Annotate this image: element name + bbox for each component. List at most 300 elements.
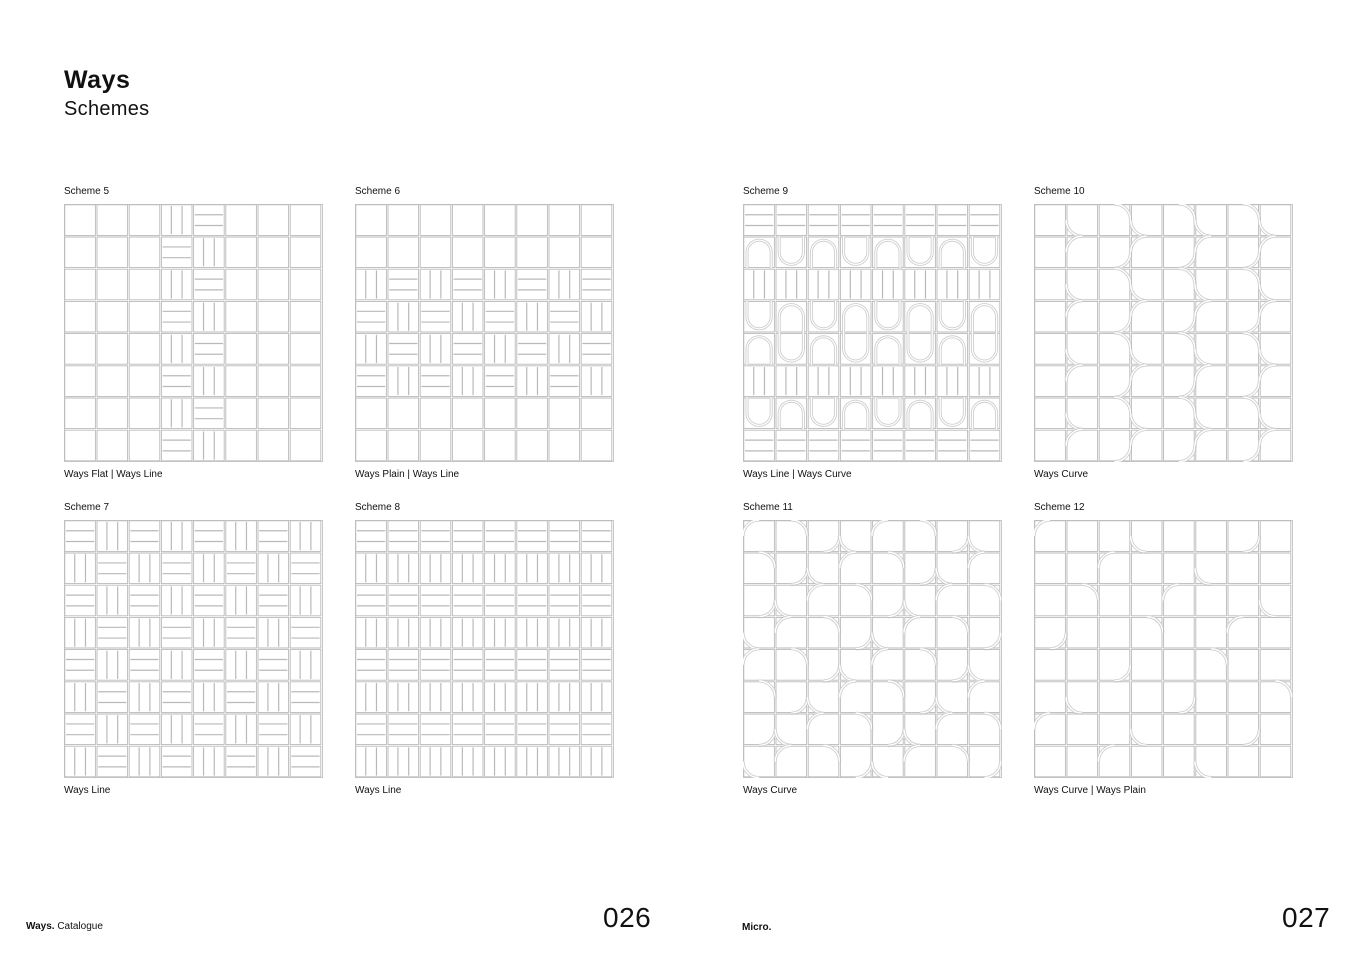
tile-curve-inner: [747, 240, 771, 268]
tile-cell: [258, 366, 289, 397]
tile-cell: [258, 521, 289, 552]
tile-curve-inner: [743, 520, 759, 536]
tile-cell: [194, 398, 225, 429]
tile-curve-inner: [1066, 236, 1082, 252]
tile-cell: [1131, 553, 1162, 584]
tile-curve-inner: [1259, 236, 1275, 252]
tile-cell: [420, 301, 451, 332]
tile-curve-inner: [1211, 649, 1227, 665]
tile-curve-inner: [1195, 220, 1211, 236]
tile-curve-inner: [791, 568, 807, 584]
tile-cell: [1196, 714, 1227, 745]
tile-cell: [290, 682, 321, 713]
tile-cell: [549, 714, 580, 745]
tile-curve-inner: [888, 552, 904, 568]
tile-curve-inner: [908, 305, 932, 333]
tile-cell: [581, 205, 612, 236]
tile-cell: [226, 430, 257, 461]
tile-curve-inner: [985, 584, 1001, 600]
tile-cell: [258, 398, 289, 429]
tile-curve-inner: [1131, 236, 1147, 252]
tile-cell: [517, 714, 548, 745]
tile-curve-inner: [1179, 252, 1195, 268]
tile-cell: [388, 521, 419, 552]
tile-cell: [226, 237, 257, 268]
tile-cell: [388, 617, 419, 648]
tile-cell: [258, 650, 289, 681]
tile-cell: [1260, 617, 1291, 648]
tile-cell: [840, 205, 871, 236]
tile-cell: [1131, 585, 1162, 616]
tile-cell: [937, 366, 968, 397]
scheme-12-tile-pattern: [1034, 520, 1293, 778]
tile-cell: [129, 682, 160, 713]
tile-curve-inner: [791, 697, 807, 713]
tile-cell: [161, 205, 192, 236]
tile-cell: [226, 682, 257, 713]
tile-cell: [194, 617, 225, 648]
tile-curve-inner: [811, 397, 835, 425]
tile-curve-inner: [1066, 220, 1082, 236]
tile-curve-inner: [1115, 317, 1131, 333]
tile-cell: [129, 430, 160, 461]
tile-cell: [258, 301, 289, 332]
tile-cell: [1228, 682, 1259, 713]
tile-cell: [485, 521, 516, 552]
tile-cell: [97, 585, 128, 616]
tile-cell: [1067, 650, 1098, 681]
tile-curve-inner: [1259, 301, 1275, 317]
tile-cell: [1067, 746, 1098, 777]
tile-cell: [258, 585, 289, 616]
tile-cell: [420, 617, 451, 648]
tile-cell: [581, 650, 612, 681]
tile-cell: [485, 682, 516, 713]
tile-curve-inner: [1259, 429, 1275, 445]
tile-curve-inner: [844, 401, 868, 429]
footer-section: Catalogue: [57, 921, 103, 932]
tile-curve-inner: [747, 301, 771, 329]
tile-curve-inner: [1259, 285, 1275, 301]
tile-cell: [1196, 617, 1227, 648]
tile-cell: [549, 430, 580, 461]
tile-cell: [969, 269, 1000, 300]
tile-cell: [485, 301, 516, 332]
tile-curve-inner: [1243, 317, 1259, 333]
tile-cell: [388, 746, 419, 777]
tile-cell: [97, 269, 128, 300]
tile-cell: [517, 301, 548, 332]
tile-cell: [290, 585, 321, 616]
tile-cell: [581, 714, 612, 745]
tile-curve-inner: [844, 305, 868, 333]
tile-cell: [388, 334, 419, 365]
tile-cell: [581, 617, 612, 648]
tile-cell: [485, 585, 516, 616]
tile-cell: [517, 366, 548, 397]
tile-cell: [517, 237, 548, 268]
tile-cell: [744, 205, 775, 236]
tile-cell: [420, 334, 451, 365]
tile-curve-inner: [1115, 665, 1131, 681]
tile-cell: [420, 553, 451, 584]
tile-curve-inner: [1034, 713, 1050, 729]
tile-cell: [1035, 553, 1066, 584]
tile-cell: [356, 682, 387, 713]
tile-cell: [258, 430, 289, 461]
tile-curve-inner: [1243, 204, 1259, 220]
tile-cell: [388, 553, 419, 584]
tile-curve-inner: [908, 401, 932, 429]
tile-cell: [290, 334, 321, 365]
tile-cell: [65, 617, 96, 648]
tile-cell: [1260, 714, 1291, 745]
tile-cell: [97, 366, 128, 397]
tile-cell: [290, 237, 321, 268]
footer-brand-line: [26, 921, 103, 932]
tile-cell: [873, 269, 904, 300]
tile-cell: [194, 585, 225, 616]
tile-cell: [226, 205, 257, 236]
tile-cell: [517, 746, 548, 777]
tile-curve-inner: [904, 617, 920, 633]
tile-curve-inner: [1243, 252, 1259, 268]
tile-curve-inner: [876, 240, 900, 268]
tile-curve-inner: [1147, 617, 1163, 633]
tile-curve-inner: [888, 681, 904, 697]
tile-curve-inner: [1115, 252, 1131, 268]
tile-cell: [226, 714, 257, 745]
tile-curve-inner: [876, 337, 900, 365]
tile-cell: [97, 301, 128, 332]
tile-cell: [226, 334, 257, 365]
tile-cell: [1228, 650, 1259, 681]
scheme-label: Scheme 8: [355, 502, 401, 513]
tile-cell: [581, 553, 612, 584]
tile-cell: [356, 301, 387, 332]
tile-cell: [581, 366, 612, 397]
tile-curve-inner: [940, 337, 964, 365]
tile-cell: [226, 617, 257, 648]
tile-cell: [452, 398, 483, 429]
tile-curve-inner: [1066, 697, 1082, 713]
tile-cell: [744, 430, 775, 461]
scheme-caption: Ways Curve | Ways Plain: [1034, 785, 1146, 796]
tile-cell: [194, 430, 225, 461]
tile-cell: [388, 430, 419, 461]
tile-cell: [873, 366, 904, 397]
tile-cell: [1067, 521, 1098, 552]
tile-cell: [129, 714, 160, 745]
tile-cell: [517, 521, 548, 552]
tile-cell: [517, 553, 548, 584]
tile-cell: [356, 205, 387, 236]
tile-cell: [356, 746, 387, 777]
tile-curve-inner: [1131, 429, 1147, 445]
tile-cell: [840, 269, 871, 300]
tile-cell: [549, 585, 580, 616]
tile-cell: [744, 269, 775, 300]
tile-cell: [549, 366, 580, 397]
tile-curve-inner: [920, 568, 936, 584]
tile-curve-inner: [856, 713, 872, 729]
tile-cell: [226, 650, 257, 681]
tile-cell: [517, 269, 548, 300]
tile-curve-inner: [824, 617, 840, 633]
tile-cell: [290, 301, 321, 332]
tile-cell: [97, 682, 128, 713]
scheme-caption: Ways Plain | Ways Line: [355, 469, 460, 480]
tile-cell: [549, 553, 580, 584]
tile-cell: [97, 746, 128, 777]
tile-cell: [1164, 746, 1195, 777]
tile-cell: [226, 553, 257, 584]
tile-cell: [97, 205, 128, 236]
tile-cell: [290, 205, 321, 236]
tile-cell: [452, 682, 483, 713]
tile-cell: [485, 650, 516, 681]
tile-curve-inner: [1259, 349, 1275, 365]
tile-cell: [905, 430, 936, 461]
tile-cell: [258, 746, 289, 777]
tile-cell: [808, 269, 839, 300]
tile-curve-inner: [811, 240, 835, 268]
tile-curve-inner: [920, 649, 936, 665]
page-number-left: 026: [603, 902, 652, 933]
tile-cell: [905, 366, 936, 397]
tile-cell: [65, 237, 96, 268]
tile-cell: [194, 366, 225, 397]
tile-cell: [65, 746, 96, 777]
tile-cell: [1035, 237, 1066, 268]
tile-cell: [226, 366, 257, 397]
tile-cell: [388, 269, 419, 300]
tile-curve-inner: [856, 762, 872, 778]
tile-cell: [226, 746, 257, 777]
tile-curve-inner: [824, 536, 840, 552]
tile-curve-inner: [1195, 429, 1211, 445]
tile-curve-inner: [936, 584, 952, 600]
tile-curve-inner: [952, 536, 968, 552]
tile-cell: [129, 521, 160, 552]
tile-curve-inner: [743, 649, 759, 665]
tile-cell: [549, 269, 580, 300]
tile-cell: [485, 746, 516, 777]
tile-cell: [356, 521, 387, 552]
tile-cell: [420, 585, 451, 616]
tile-cell: [290, 269, 321, 300]
tile-curve-inner: [1179, 333, 1195, 349]
tile-cell: [744, 366, 775, 397]
tile-cell: [129, 617, 160, 648]
tile-cell: [452, 269, 483, 300]
tile-curve-inner: [1131, 413, 1147, 429]
tile-cell: [969, 205, 1000, 236]
tile-cell: [1260, 650, 1291, 681]
tile-cell: [129, 366, 160, 397]
tile-curve-inner: [856, 584, 872, 600]
tile-cell: [840, 430, 871, 461]
tile-curve-inner: [807, 568, 823, 584]
tile-curve-inner: [811, 337, 835, 365]
tile-cell: [226, 398, 257, 429]
tile-curve-inner: [1066, 285, 1082, 301]
tile-curve-inner: [904, 601, 920, 617]
tile-curve-inner: [759, 681, 775, 697]
scheme-8-tile-pattern: [355, 520, 614, 778]
tile-curve-inner: [904, 745, 920, 761]
tile-curve-inner: [936, 568, 952, 584]
tile-curve-inner: [811, 301, 835, 329]
tile-curve-inner: [1243, 268, 1259, 284]
tile-cell: [840, 366, 871, 397]
tile-curve-inner: [1115, 204, 1131, 220]
tile-curve-inner: [1066, 301, 1082, 317]
tile-curve-inner: [1195, 349, 1211, 365]
tile-cell: [129, 650, 160, 681]
tile-curve-inner: [1179, 204, 1195, 220]
tile-cell: [226, 301, 257, 332]
tile-cell: [581, 269, 612, 300]
tile-curve-inner: [775, 745, 791, 761]
tile-cell: [1131, 650, 1162, 681]
tile-cell: [161, 398, 192, 429]
tile-curve-inner: [985, 713, 1001, 729]
tile-cell: [452, 301, 483, 332]
tile-curve-inner: [779, 401, 803, 429]
page-subtitle: Schemes: [64, 98, 150, 120]
tile-curve-inner: [1227, 617, 1243, 633]
tile-cell: [129, 301, 160, 332]
tile-curve-inner: [844, 333, 868, 361]
tile-cell: [452, 334, 483, 365]
tile-cell: [161, 682, 192, 713]
tile-cell: [161, 714, 192, 745]
tile-cell: [258, 553, 289, 584]
tile-cell: [356, 617, 387, 648]
tile-cell: [1131, 746, 1162, 777]
tile-cell: [808, 366, 839, 397]
tile-cell: [1035, 334, 1066, 365]
tile-cell: [356, 269, 387, 300]
tile-cell: [1099, 714, 1130, 745]
tile-cell: [161, 366, 192, 397]
tile-curve-inner: [1115, 381, 1131, 397]
tile-curve-inner: [775, 601, 791, 617]
tile-cell: [581, 682, 612, 713]
tile-cell: [356, 334, 387, 365]
tile-cell: [194, 714, 225, 745]
tile-curve-inner: [1243, 536, 1259, 552]
tile-cell: [356, 430, 387, 461]
tile-cell: [161, 301, 192, 332]
tile-curve-inner: [775, 617, 791, 633]
tile-curve-inner: [1195, 236, 1211, 252]
tile-cell: [226, 269, 257, 300]
tile-cell: [97, 430, 128, 461]
tile-cell: [549, 237, 580, 268]
tile-curve-inner: [1179, 446, 1195, 462]
tile-cell: [290, 553, 321, 584]
tile-cell: [420, 521, 451, 552]
tile-cell: [776, 366, 807, 397]
tile-cell: [549, 301, 580, 332]
tile-cell: [388, 682, 419, 713]
tile-cell: [549, 682, 580, 713]
tile-curve-inner: [1276, 681, 1292, 697]
tile-curve-inner: [747, 397, 771, 425]
tile-cell: [129, 205, 160, 236]
tile-cell: [873, 205, 904, 236]
scheme-7-tile-pattern: [64, 520, 323, 778]
tile-cell: [517, 585, 548, 616]
tile-curve-inner: [1243, 381, 1259, 397]
tile-curve-inner: [985, 633, 1001, 649]
tile-cell: [161, 521, 192, 552]
tile-cell: [452, 205, 483, 236]
tile-cell: [258, 682, 289, 713]
scheme-label: Scheme 12: [1034, 502, 1085, 513]
tile-curve-inner: [1034, 520, 1050, 536]
tile-cell: [129, 269, 160, 300]
tile-cell: [194, 521, 225, 552]
tile-cell: [1228, 585, 1259, 616]
tile-cell: [452, 553, 483, 584]
tile-curve-inner: [779, 236, 803, 264]
tile-curve-inner: [908, 333, 932, 361]
tile-curve-inner: [1066, 413, 1082, 429]
scheme-11-tile-pattern: [743, 520, 1002, 778]
tile-cell: [776, 430, 807, 461]
tile-cell: [517, 205, 548, 236]
tile-cell: [97, 398, 128, 429]
tile-cell: [65, 269, 96, 300]
tile-cell: [549, 205, 580, 236]
tile-curve-inner: [972, 333, 996, 361]
tile-cell: [65, 521, 96, 552]
tile-curve-inner: [872, 649, 888, 665]
tile-cell: [452, 430, 483, 461]
tile-cell: [1099, 617, 1130, 648]
tile-curve-inner: [844, 236, 868, 264]
tile-cell: [485, 334, 516, 365]
tile-cell: [1035, 398, 1066, 429]
tile-curve-inner: [824, 665, 840, 681]
tile-cell: [356, 237, 387, 268]
tile-cell: [388, 366, 419, 397]
tile-cell: [65, 553, 96, 584]
tile-curve-inner: [759, 601, 775, 617]
tile-curve-inner: [1179, 697, 1195, 713]
tile-curve-inner: [888, 729, 904, 745]
tile-curve-inner: [1115, 333, 1131, 349]
tile-cell: [161, 430, 192, 461]
tile-curve-inner: [1115, 268, 1131, 284]
scheme-label: Scheme 11: [743, 502, 793, 513]
tile-curve-inner: [904, 729, 920, 745]
tile-curve-inner: [1131, 285, 1147, 301]
scheme-5-tile-pattern: [64, 204, 323, 462]
tile-curve-inner: [1259, 601, 1275, 617]
tile-cell: [776, 269, 807, 300]
tile-cell: [1164, 617, 1195, 648]
tile-curve-inner: [968, 552, 984, 568]
tile-curve-inner: [1131, 301, 1147, 317]
tile-cell: [388, 301, 419, 332]
scheme-caption: Ways Curve: [743, 785, 798, 796]
tile-curve-inner: [940, 301, 964, 329]
tile-cell: [517, 398, 548, 429]
